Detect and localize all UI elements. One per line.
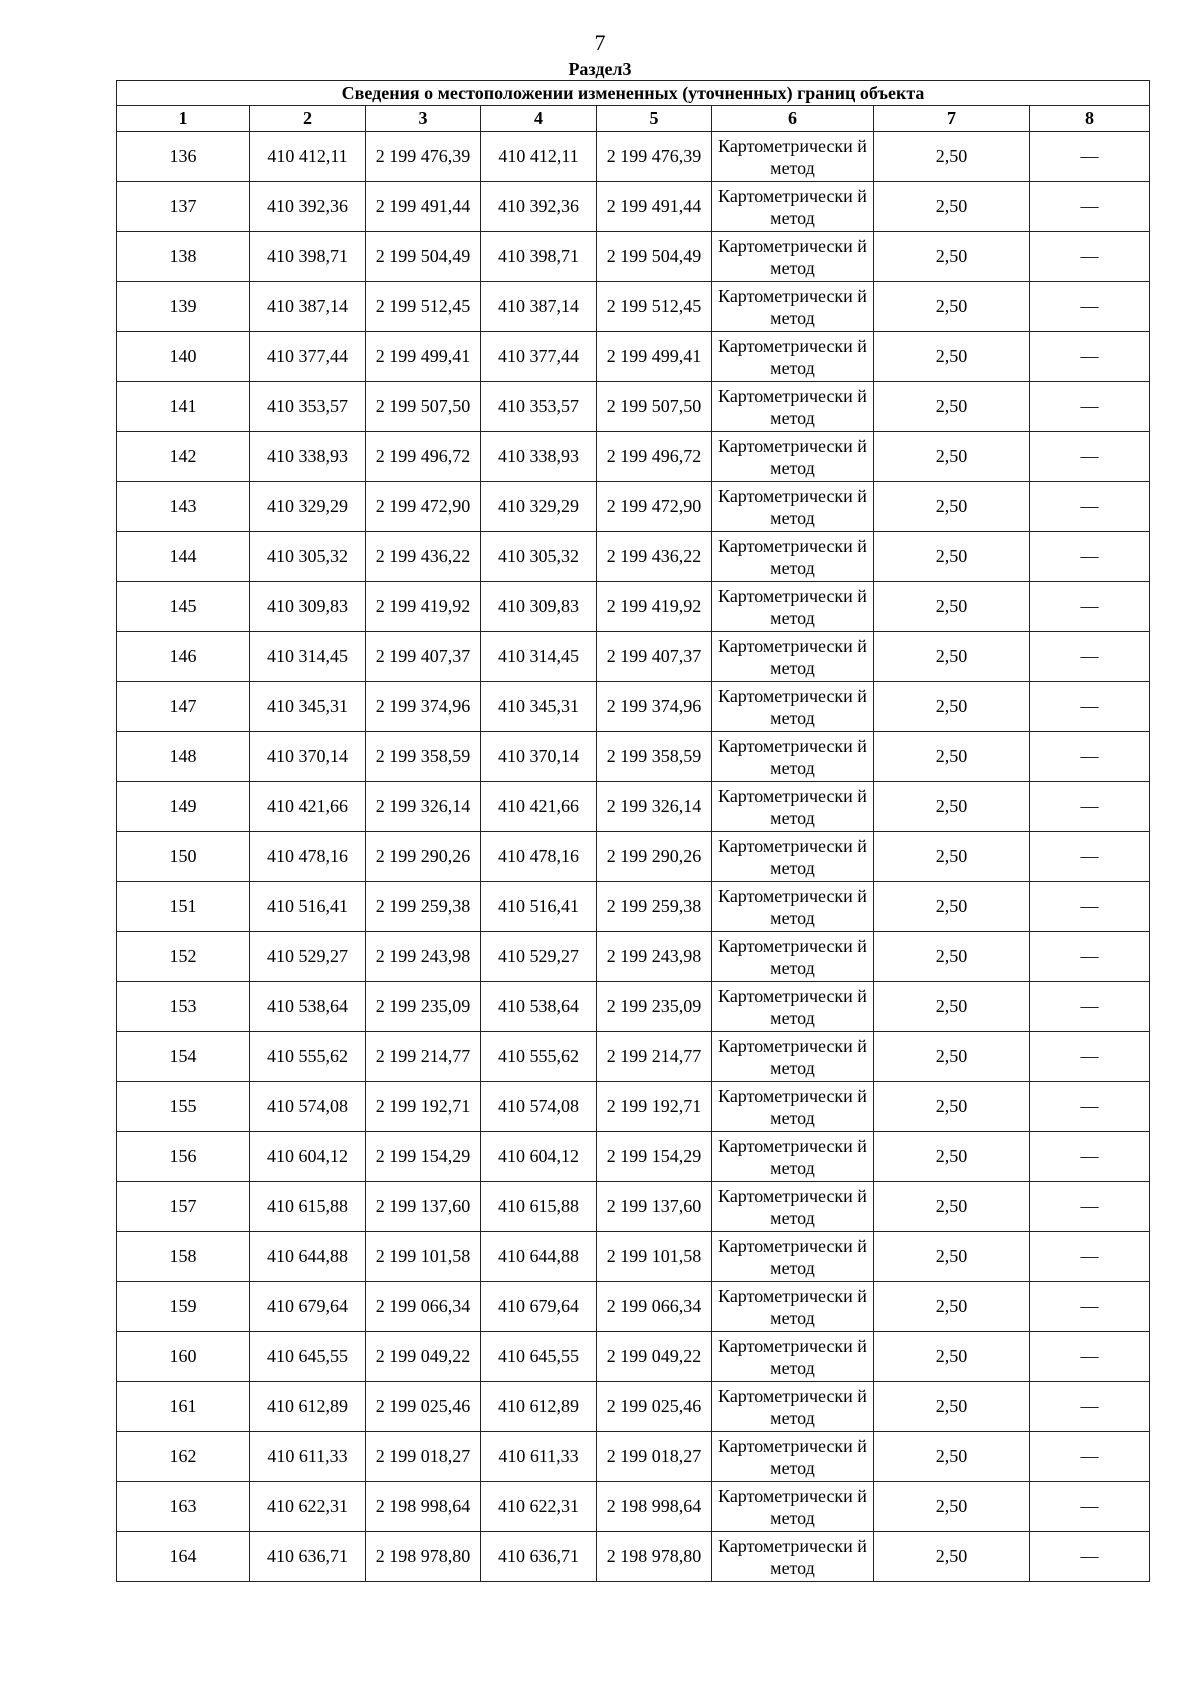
point-number-cell: 153	[117, 982, 250, 1032]
y-existing-cell: 2 198 978,80	[366, 1532, 481, 1582]
point-number-cell: 138	[117, 232, 250, 282]
x-existing-cell: 410 370,14	[250, 732, 366, 782]
y-existing-cell: 2 199 436,22	[366, 532, 481, 582]
y-existing-cell: 2 199 419,92	[366, 582, 481, 632]
y-refined-cell: 2 199 154,29	[597, 1132, 712, 1182]
y-existing-cell: 2 199 066,34	[366, 1282, 481, 1332]
table-row	[117, 282, 1150, 332]
method-cell: Картометрически й метод	[712, 232, 874, 282]
y-existing-cell: 2 199 504,49	[366, 232, 481, 282]
accuracy-cell: 2,50	[874, 382, 1030, 432]
point-number-cell: 154	[117, 1032, 250, 1082]
method-cell: Картометрически й метод	[712, 432, 874, 482]
y-refined-cell: 2 199 243,98	[597, 932, 712, 982]
note-cell: —	[1030, 1332, 1150, 1382]
point-number-cell: 136	[117, 132, 250, 182]
y-refined-cell: 2 199 137,60	[597, 1182, 712, 1232]
point-number-cell: 144	[117, 532, 250, 582]
y-existing-cell: 2 199 358,59	[366, 732, 481, 782]
note-cell: —	[1030, 1282, 1150, 1332]
x-refined-cell: 410 412,11	[481, 132, 597, 182]
x-refined-cell: 410 338,93	[481, 432, 597, 482]
y-existing-cell: 2 199 491,44	[366, 182, 481, 232]
x-refined-cell: 410 370,14	[481, 732, 597, 782]
accuracy-cell: 2,50	[874, 832, 1030, 882]
note-cell: —	[1030, 132, 1150, 182]
accuracy-cell: 2,50	[874, 1032, 1030, 1082]
accuracy-cell: 2,50	[874, 1232, 1030, 1282]
y-refined-cell: 2 199 101,58	[597, 1232, 712, 1282]
x-refined-cell: 410 611,33	[481, 1432, 597, 1482]
y-existing-cell: 2 199 101,58	[366, 1232, 481, 1282]
table-row	[117, 682, 1150, 732]
y-refined-cell: 2 199 419,92	[597, 582, 712, 632]
y-refined-cell: 2 199 512,45	[597, 282, 712, 332]
accuracy-cell: 2,50	[874, 782, 1030, 832]
accuracy-cell: 2,50	[874, 982, 1030, 1032]
method-cell: Картометрически й метод	[712, 982, 874, 1032]
y-existing-cell: 2 199 472,90	[366, 482, 481, 532]
x-existing-cell: 410 612,89	[250, 1382, 366, 1432]
x-existing-cell: 410 622,31	[250, 1482, 366, 1532]
accuracy-cell: 2,50	[874, 1482, 1030, 1532]
note-cell: —	[1030, 182, 1150, 232]
accuracy-cell: 2,50	[874, 282, 1030, 332]
note-cell: —	[1030, 732, 1150, 782]
table-row	[117, 632, 1150, 682]
table-row	[117, 932, 1150, 982]
method-cell: Картометрически й метод	[712, 1032, 874, 1082]
method-cell: Картометрически й метод	[712, 1532, 874, 1582]
x-existing-cell: 410 516,41	[250, 882, 366, 932]
table-row	[117, 1482, 1150, 1532]
method-cell: Картометрически й метод	[712, 1182, 874, 1232]
x-existing-cell: 410 309,83	[250, 582, 366, 632]
point-number-cell: 141	[117, 382, 250, 432]
note-cell: —	[1030, 982, 1150, 1032]
x-existing-cell: 410 338,93	[250, 432, 366, 482]
x-refined-cell: 410 421,66	[481, 782, 597, 832]
note-cell: —	[1030, 632, 1150, 682]
x-existing-cell: 410 604,12	[250, 1132, 366, 1182]
accuracy-cell: 2,50	[874, 682, 1030, 732]
x-existing-cell: 410 345,31	[250, 682, 366, 732]
x-refined-cell: 410 329,29	[481, 482, 597, 532]
accuracy-cell: 2,50	[874, 432, 1030, 482]
y-refined-cell: 2 199 499,41	[597, 332, 712, 382]
column-number: 2	[250, 106, 366, 132]
method-cell: Картометрически й метод	[712, 1232, 874, 1282]
x-refined-cell: 410 305,32	[481, 532, 597, 582]
y-refined-cell: 2 199 025,46	[597, 1382, 712, 1432]
column-number-row	[117, 106, 1150, 132]
y-refined-cell: 2 198 978,80	[597, 1532, 712, 1582]
method-cell: Картометрически й метод	[712, 1282, 874, 1332]
note-cell: —	[1030, 1532, 1150, 1582]
point-number-cell: 142	[117, 432, 250, 482]
point-number-cell: 139	[117, 282, 250, 332]
table-body	[117, 132, 1150, 1582]
note-cell: —	[1030, 482, 1150, 532]
y-refined-cell: 2 199 259,38	[597, 882, 712, 932]
y-refined-cell: 2 199 436,22	[597, 532, 712, 582]
x-existing-cell: 410 398,71	[250, 232, 366, 282]
x-existing-cell: 410 529,27	[250, 932, 366, 982]
accuracy-cell: 2,50	[874, 532, 1030, 582]
coordinates-table	[116, 80, 1150, 1582]
section-title: Раздел3	[568, 59, 632, 79]
y-refined-cell: 2 199 235,09	[597, 982, 712, 1032]
y-existing-cell: 2 199 049,22	[366, 1332, 481, 1382]
method-cell: Картометрически й метод	[712, 632, 874, 682]
column-number: 4	[481, 106, 597, 132]
table-row	[117, 1132, 1150, 1182]
accuracy-cell: 2,50	[874, 932, 1030, 982]
note-cell: —	[1030, 882, 1150, 932]
note-cell: —	[1030, 382, 1150, 432]
y-refined-cell: 2 199 496,72	[597, 432, 712, 482]
x-refined-cell: 410 604,12	[481, 1132, 597, 1182]
table-row	[117, 182, 1150, 232]
point-number-cell: 150	[117, 832, 250, 882]
x-existing-cell: 410 412,11	[250, 132, 366, 182]
table-row	[117, 432, 1150, 482]
x-refined-cell: 410 529,27	[481, 932, 597, 982]
x-existing-cell: 410 538,64	[250, 982, 366, 1032]
x-refined-cell: 410 615,88	[481, 1182, 597, 1232]
x-refined-cell: 410 387,14	[481, 282, 597, 332]
table-row	[117, 532, 1150, 582]
note-cell: —	[1030, 432, 1150, 482]
point-number-cell: 161	[117, 1382, 250, 1432]
y-existing-cell: 2 199 235,09	[366, 982, 481, 1032]
y-existing-cell: 2 199 476,39	[366, 132, 481, 182]
table-row	[117, 1432, 1150, 1482]
column-number: 1	[117, 106, 250, 132]
accuracy-cell: 2,50	[874, 1332, 1030, 1382]
accuracy-cell: 2,50	[874, 182, 1030, 232]
x-refined-cell: 410 555,62	[481, 1032, 597, 1082]
point-number-cell: 145	[117, 582, 250, 632]
point-number-cell: 146	[117, 632, 250, 682]
point-number-cell: 158	[117, 1232, 250, 1282]
table-row	[117, 482, 1150, 532]
table-row	[117, 1032, 1150, 1082]
x-existing-cell: 410 314,45	[250, 632, 366, 682]
point-number-cell: 137	[117, 182, 250, 232]
note-cell: —	[1030, 782, 1150, 832]
y-refined-cell: 2 199 374,96	[597, 682, 712, 732]
accuracy-cell: 2,50	[874, 632, 1030, 682]
x-refined-cell: 410 314,45	[481, 632, 597, 682]
point-number-cell: 152	[117, 932, 250, 982]
point-number-cell: 157	[117, 1182, 250, 1232]
method-cell: Картометрически й метод	[712, 182, 874, 232]
x-existing-cell: 410 387,14	[250, 282, 366, 332]
accuracy-cell: 2,50	[874, 732, 1030, 782]
y-refined-cell: 2 199 476,39	[597, 132, 712, 182]
note-cell: —	[1030, 832, 1150, 882]
accuracy-cell: 2,50	[874, 132, 1030, 182]
method-cell: Картометрически й метод	[712, 1082, 874, 1132]
x-refined-cell: 410 392,36	[481, 182, 597, 232]
note-cell: —	[1030, 232, 1150, 282]
method-cell: Картометрически й метод	[712, 1132, 874, 1182]
y-refined-cell: 2 199 358,59	[597, 732, 712, 782]
table-row	[117, 582, 1150, 632]
x-refined-cell: 410 478,16	[481, 832, 597, 882]
accuracy-cell: 2,50	[874, 582, 1030, 632]
note-cell: —	[1030, 1182, 1150, 1232]
y-refined-cell: 2 199 049,22	[597, 1332, 712, 1382]
note-cell: —	[1030, 1382, 1150, 1432]
y-existing-cell: 2 198 998,64	[366, 1482, 481, 1532]
note-cell: —	[1030, 1032, 1150, 1082]
point-number-cell: 164	[117, 1532, 250, 1582]
y-refined-cell: 2 199 507,50	[597, 382, 712, 432]
point-number-cell: 143	[117, 482, 250, 532]
page-number: 7	[594, 30, 606, 55]
y-existing-cell: 2 199 499,41	[366, 332, 481, 382]
point-number-cell: 140	[117, 332, 250, 382]
accuracy-cell: 2,50	[874, 1382, 1030, 1432]
point-number-cell: 148	[117, 732, 250, 782]
y-refined-cell: 2 199 326,14	[597, 782, 712, 832]
column-number: 8	[1030, 106, 1150, 132]
accuracy-cell: 2,50	[874, 882, 1030, 932]
accuracy-cell: 2,50	[874, 1082, 1030, 1132]
table-caption: Сведения о местоположении измененных (уточненных) границ объекта	[117, 81, 1150, 106]
y-existing-cell: 2 199 290,26	[366, 832, 481, 882]
method-cell: Картометрически й метод	[712, 932, 874, 982]
y-existing-cell: 2 199 407,37	[366, 632, 481, 682]
method-cell: Картометрически й метод	[712, 782, 874, 832]
table-row	[117, 232, 1150, 282]
point-number-cell: 163	[117, 1482, 250, 1532]
x-refined-cell: 410 636,71	[481, 1532, 597, 1582]
accuracy-cell: 2,50	[874, 1182, 1030, 1232]
method-cell: Картометрически й метод	[712, 282, 874, 332]
y-existing-cell: 2 199 025,46	[366, 1382, 481, 1432]
x-existing-cell: 410 377,44	[250, 332, 366, 382]
table-row	[117, 1532, 1150, 1582]
method-cell: Картометрически й метод	[712, 832, 874, 882]
column-number: 5	[597, 106, 712, 132]
table-row	[117, 882, 1150, 932]
x-existing-cell: 410 353,57	[250, 382, 366, 432]
x-refined-cell: 410 538,64	[481, 982, 597, 1032]
method-cell: Картометрически й метод	[712, 732, 874, 782]
table-row	[117, 382, 1150, 432]
y-existing-cell: 2 199 512,45	[366, 282, 481, 332]
x-refined-cell: 410 377,44	[481, 332, 597, 382]
x-existing-cell: 410 421,66	[250, 782, 366, 832]
x-existing-cell: 410 611,33	[250, 1432, 366, 1482]
column-number: 7	[874, 106, 1030, 132]
y-existing-cell: 2 199 259,38	[366, 882, 481, 932]
y-refined-cell: 2 199 214,77	[597, 1032, 712, 1082]
y-existing-cell: 2 199 192,71	[366, 1082, 481, 1132]
y-existing-cell: 2 199 137,60	[366, 1182, 481, 1232]
note-cell: —	[1030, 1482, 1150, 1532]
x-refined-cell: 410 645,55	[481, 1332, 597, 1382]
method-cell: Картометрически й метод	[712, 582, 874, 632]
note-cell: —	[1030, 282, 1150, 332]
y-refined-cell: 2 198 998,64	[597, 1482, 712, 1532]
y-existing-cell: 2 199 214,77	[366, 1032, 481, 1082]
y-existing-cell: 2 199 154,29	[366, 1132, 481, 1182]
accuracy-cell: 2,50	[874, 332, 1030, 382]
y-existing-cell: 2 199 374,96	[366, 682, 481, 732]
x-existing-cell: 410 645,55	[250, 1332, 366, 1382]
note-cell: —	[1030, 932, 1150, 982]
note-cell: —	[1030, 1232, 1150, 1282]
x-existing-cell: 410 478,16	[250, 832, 366, 882]
method-cell: Картометрически й метод	[712, 132, 874, 182]
y-existing-cell: 2 199 018,27	[366, 1432, 481, 1482]
point-number-cell: 162	[117, 1432, 250, 1482]
method-cell: Картометрически й метод	[712, 882, 874, 932]
note-cell: —	[1030, 532, 1150, 582]
method-cell: Картометрически й метод	[712, 1432, 874, 1482]
x-refined-cell: 410 679,64	[481, 1282, 597, 1332]
note-cell: —	[1030, 582, 1150, 632]
point-number-cell: 147	[117, 682, 250, 732]
x-existing-cell: 410 615,88	[250, 1182, 366, 1232]
note-cell: —	[1030, 332, 1150, 382]
accuracy-cell: 2,50	[874, 232, 1030, 282]
table-row	[117, 1232, 1150, 1282]
point-number-cell: 149	[117, 782, 250, 832]
method-cell: Картометрически й метод	[712, 1382, 874, 1432]
point-number-cell: 159	[117, 1282, 250, 1332]
x-refined-cell: 410 398,71	[481, 232, 597, 282]
method-cell: Картометрически й метод	[712, 682, 874, 732]
y-existing-cell: 2 199 243,98	[366, 932, 481, 982]
method-cell: Картометрически й метод	[712, 1482, 874, 1532]
table-row	[117, 782, 1150, 832]
table-row	[117, 832, 1150, 882]
note-cell: —	[1030, 1132, 1150, 1182]
y-refined-cell: 2 199 504,49	[597, 232, 712, 282]
table-row	[117, 1282, 1150, 1332]
accuracy-cell: 2,50	[874, 482, 1030, 532]
table-row	[117, 332, 1150, 382]
point-number-cell: 156	[117, 1132, 250, 1182]
note-cell: —	[1030, 1082, 1150, 1132]
method-cell: Картометрически й метод	[712, 382, 874, 432]
accuracy-cell: 2,50	[874, 1532, 1030, 1582]
x-refined-cell: 410 353,57	[481, 382, 597, 432]
x-existing-cell: 410 679,64	[250, 1282, 366, 1332]
accuracy-cell: 2,50	[874, 1132, 1030, 1182]
x-existing-cell: 410 392,36	[250, 182, 366, 232]
table-row	[117, 1082, 1150, 1132]
y-refined-cell: 2 199 066,34	[597, 1282, 712, 1332]
table-row	[117, 732, 1150, 782]
table-row	[117, 982, 1150, 1032]
y-existing-cell: 2 199 507,50	[366, 382, 481, 432]
x-refined-cell: 410 574,08	[481, 1082, 597, 1132]
point-number-cell: 160	[117, 1332, 250, 1382]
x-existing-cell: 410 636,71	[250, 1532, 366, 1582]
y-refined-cell: 2 199 018,27	[597, 1432, 712, 1482]
x-existing-cell: 410 555,62	[250, 1032, 366, 1082]
x-refined-cell: 410 622,31	[481, 1482, 597, 1532]
y-refined-cell: 2 199 407,37	[597, 632, 712, 682]
x-refined-cell: 410 612,89	[481, 1382, 597, 1432]
x-existing-cell: 410 574,08	[250, 1082, 366, 1132]
y-existing-cell: 2 199 496,72	[366, 432, 481, 482]
point-number-cell: 151	[117, 882, 250, 932]
note-cell: —	[1030, 682, 1150, 732]
table-row	[117, 1382, 1150, 1432]
y-refined-cell: 2 199 192,71	[597, 1082, 712, 1132]
x-existing-cell: 410 329,29	[250, 482, 366, 532]
method-cell: Картометрически й метод	[712, 332, 874, 382]
x-existing-cell: 410 644,88	[250, 1232, 366, 1282]
point-number-cell: 155	[117, 1082, 250, 1132]
y-existing-cell: 2 199 326,14	[366, 782, 481, 832]
method-cell: Картометрически й метод	[712, 1332, 874, 1382]
x-existing-cell: 410 305,32	[250, 532, 366, 582]
x-refined-cell: 410 345,31	[481, 682, 597, 732]
column-number: 3	[366, 106, 481, 132]
accuracy-cell: 2,50	[874, 1282, 1030, 1332]
table-row	[117, 1182, 1150, 1232]
y-refined-cell: 2 199 491,44	[597, 182, 712, 232]
method-cell: Картометрически й метод	[712, 532, 874, 582]
y-refined-cell: 2 199 472,90	[597, 482, 712, 532]
x-refined-cell: 410 516,41	[481, 882, 597, 932]
table-row	[117, 1332, 1150, 1382]
table-row	[117, 132, 1150, 182]
note-cell: —	[1030, 1432, 1150, 1482]
column-number: 6	[712, 106, 874, 132]
y-refined-cell: 2 199 290,26	[597, 832, 712, 882]
x-refined-cell: 410 644,88	[481, 1232, 597, 1282]
method-cell: Картометрически й метод	[712, 482, 874, 532]
x-refined-cell: 410 309,83	[481, 582, 597, 632]
accuracy-cell: 2,50	[874, 1432, 1030, 1482]
